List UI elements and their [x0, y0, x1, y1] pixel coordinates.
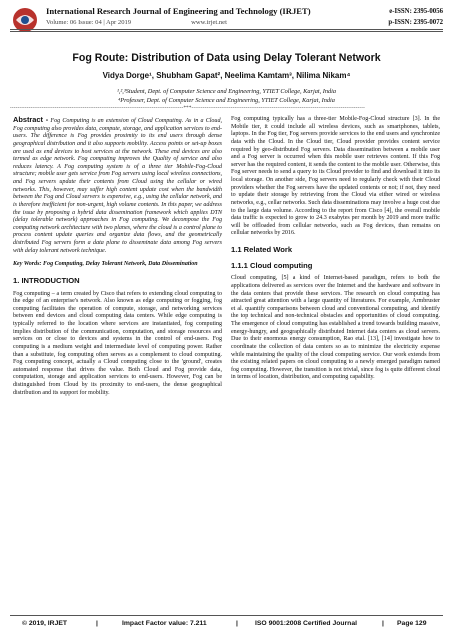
footer-divider: |: [382, 620, 384, 627]
left-column: [13, 116, 222, 397]
section-heading-related-work: 1.1 Related Work: [231, 245, 293, 254]
journal-title: International Research Journal of Engineering and Technology (IRJET): [46, 6, 311, 16]
e-issn: e-ISSN: 2395-0056: [389, 8, 443, 15]
cloud-computing-paragraph: Cloud computing, [5] a kind of Internet-based paradigm, refers to both the applications delivered as services over the Internet and the hardware and software in the data centers that provide these services. The research on cloud computing has attracted great attention with a large quantity of literatures. For example, Armbruster et al. quantify comparisons between cloud and conventional computing, and identify the top technical and non-technical obstacles and opportunities of cloud computing. The emergence of cloud computing has established a trend towards building massive, energy-hungry, and geographically distributed Internet data centers as cloud servers. Due to their enormous energy consumption, Rao etal. [13], [14] investigate how to coordinate the collection of data centers so as to minimize the electricity expense while maintaining the quality of the cloud computing service. Our work extends from the existing related papers on cloud computing to a newly emerged paradigm named fog computing. However, the transition is not trivial, since fog is quite different cloud in terms of location, distribution, and computing capability.: [231, 275, 440, 381]
footer-divider: |: [236, 620, 238, 627]
paper-title: Fog Route: Distribution of Data using Delay Tolerant Network: [72, 52, 381, 64]
journal-header: [0, 0, 453, 44]
section-heading-introduction: 1. INTRODUCTION: [13, 275, 80, 285]
footer-page-number: Page 129: [397, 620, 427, 627]
keywords: Key Words: Fog Computing, Delay Tolerant Network, Data Dissemination: [13, 261, 198, 268]
footer-iso: ISO 9001:2008 Certified Journal: [255, 620, 357, 627]
affiliation-students: ¹,²,³Student, Dept. of Computer Science and Engineering, YTIET College, Karjat, India: [116, 88, 337, 95]
header-rule: [10, 29, 443, 30]
paper-authors: Vidya Dorge¹, Shubham Gapat², Neelima Kamtam³, Nilima Nikam⁴: [102, 71, 351, 80]
volume-info: [46, 19, 227, 26]
footer-rule: [10, 615, 443, 616]
header-rule-2: [10, 31, 443, 32]
abstract: [13, 116, 222, 255]
section-heading-cloud-computing: 1.1.1 Cloud computing: [231, 260, 313, 270]
section-separator: ---------------------------------------------------------------------------------------------***---------------------------------------------------------------------------------------------: [10, 106, 365, 111]
footer-impact-factor: Impact Factor value: 7.211: [122, 620, 207, 627]
journal-website[interactable]: www.irjet.net: [191, 19, 227, 26]
volume-issue: Volume: 06 Issue: 04 | Apr 2019: [46, 19, 132, 26]
introduction-paragraph: Fog computing – a term created by Cisco that refers to extending cloud computing to the edge of an enterprise's network. Also known as edge computing or fogging, fog computing facilitates the operation of compute, storage, and networking services between end devices and cloud computing data centers. While edge computing is typically referred to the location where services are instantiated, fog computing implies distribution of the communication, computation, and storage resources and services on or close to devices and systems in the control of end-users. Fog computing is a medium weight and intermediate level of computing power. Rather than a substitute, fog computing often serves as a complement to cloud computing. Fog computing concept, actually a Cloud computing close to the 'ground', creates automated response that drives the value. Both Cloud and Fog provide data, computation, storage and application services to end-users. However, Fog can be distinguished from Cloud by its proximity to end-users, the dense geographical distribution and its support for mobility.: [13, 290, 222, 396]
p-issn: p-ISSN: 2395-0072: [388, 19, 443, 26]
abstract-text: Fog Computing is an extension of Cloud Computing. As in a Cloud, Fog computing also provides data, compute, storage, and application services to end-users. The difference is Fog provides proximity to its end users through dense geographical distribution and it also supports mobility. Access points or set-up boxes are used as end devices to host services at the network. These end devices are also termed as edge network. Fog computing improves the Quality of service and also reduces latency. A Fog computing system is of a three tier Mobile-Fog-Cloud structure; mobile user gets service from Fog servers using local wireless connections, and Fog servers update their contents from Cloud using the cellular or wired networks. This, however, may suffer high content update cost when the bandwidth between the Fog and Cloud servers is expensive, e.g., using the cellular network, and is therefore inefficient for non-urgent, high volume contents. In this paper, we address the issue by proposing a hybrid data dissemination framework which applies DTN (delay tolerable network) approaches in Fog computing. We decompose the Fog computing network architecture with two planes, where the cloud is a control plane to process content update queries and organize data flows, and the geometrically distributed Fog servers form a data plane to disseminate data among Fog servers with delay tolerant network technique.: [13, 118, 222, 254]
affiliation-professor: ⁴Professer, Dept. of Computer Science and Engineering, YTIET College, Karjat, India: [118, 97, 335, 104]
fog-architecture-paragraph: Fog computing typically has a three-tier Mobile-Fog-Cloud structure [3]. In the Mobile tier, it could include all wireless devices, such as smartphones, tablets, laptops. In the Fog tier, Fog servers provide services to the end users and synchronize data with the Cloud. In the Cloud tier, Cloud provider provides content service required by geo-distributed Fog servers. Data dissemination between a mobile user and a Fog server is occurred when this mobile user retrieves content. If this Fog server has the required content, it sends the content to the mobile user. Otherwise, this Fog server needs to send a query to its Cloud provider to find and download it into its local storage. On another side, Fog servers need to regularly check with their Cloud providers whether the Fog servers have the updated contents or not; if not, they need to update their storage by retrieving from the Cloud via either wired or wireless networks, e.g., cellar networks. Such data disseminations may involve a huge cost due to the large data volume. According to the report from Cisco [4], the overall mobile data traffic is expected to grow to 24.3 exabytes per month by 2019 and more traffic will be offloaded from cellular networks, such as Fog devices, than remains on cellular networks by 2016.: [231, 116, 440, 237]
footer-divider: |: [96, 620, 98, 627]
abstract-label: Abstract -: [13, 115, 49, 124]
footer-copyright: © 2019, IRJET: [22, 620, 68, 627]
right-column: [231, 116, 440, 382]
